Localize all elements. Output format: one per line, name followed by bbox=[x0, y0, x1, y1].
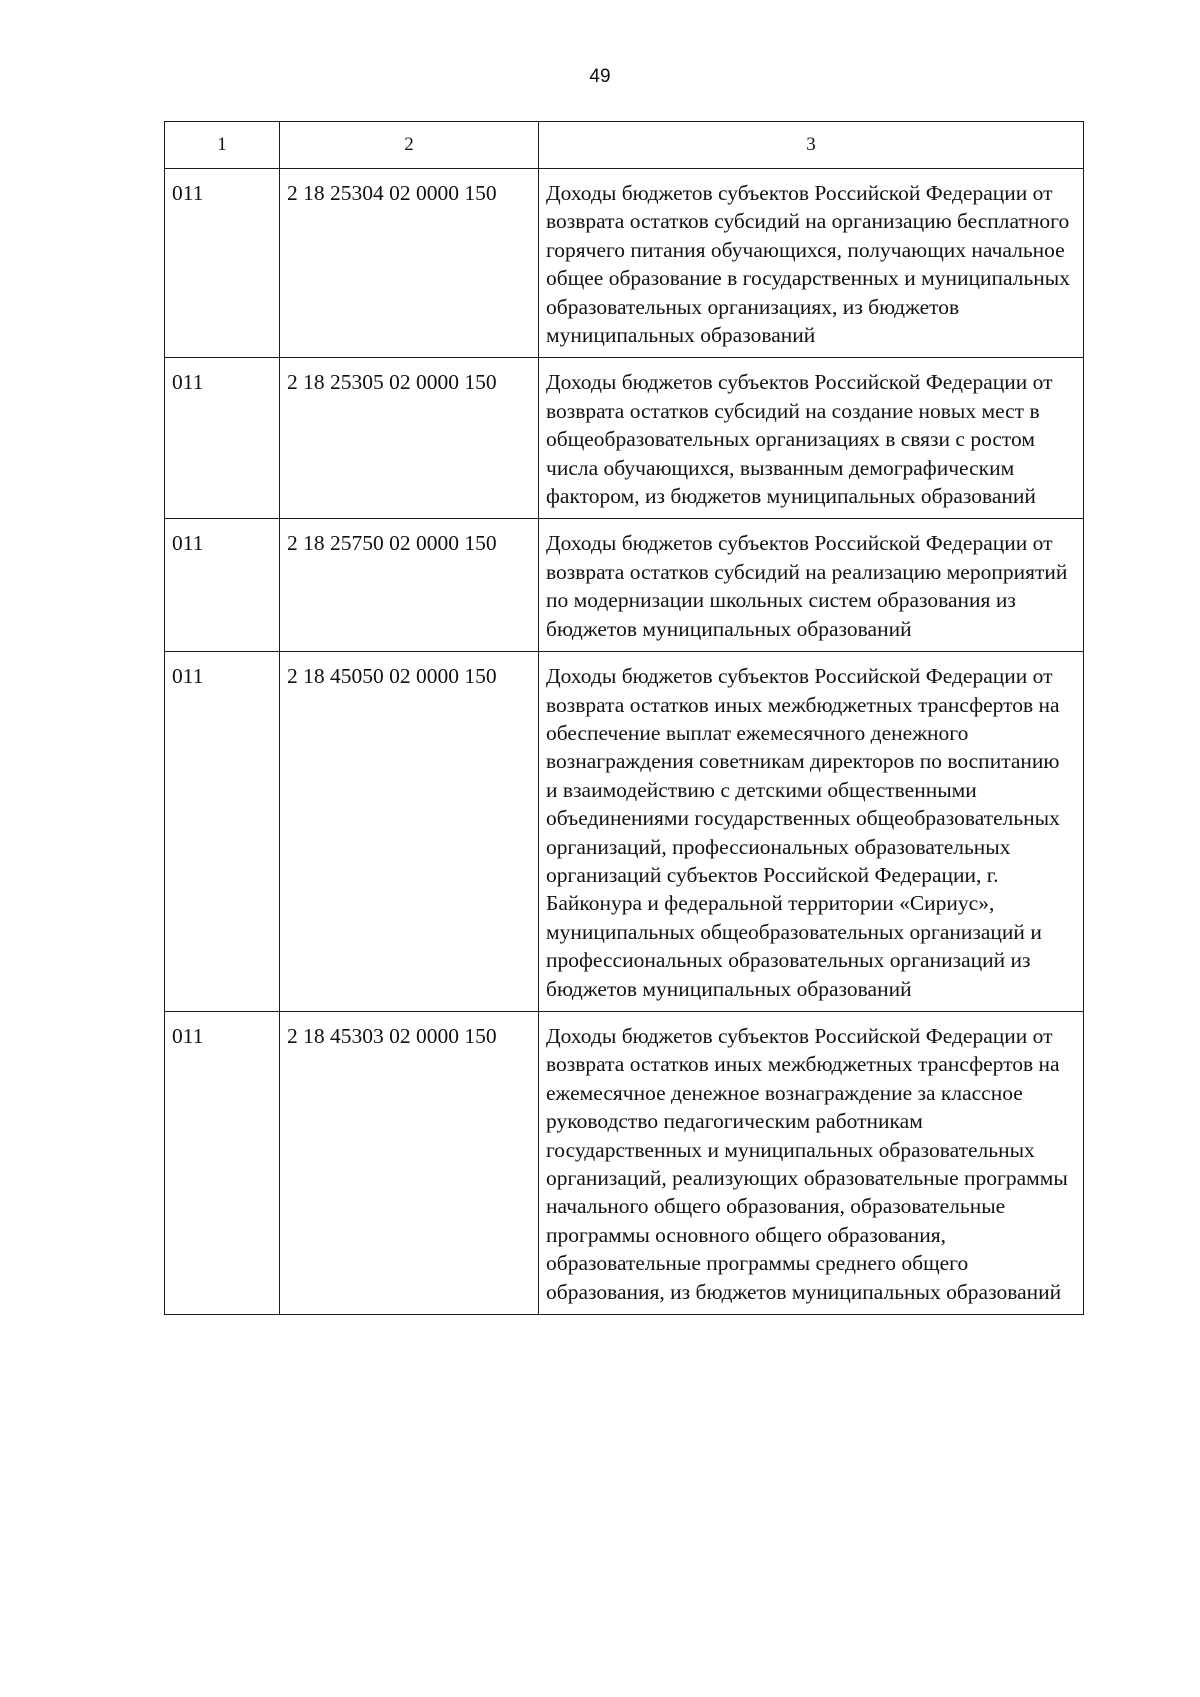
kbk-code-cell: 2 18 45050 02 0000 150 bbox=[280, 652, 539, 1012]
admin-code-cell: 011 bbox=[165, 358, 280, 519]
admin-code-cell: 011 bbox=[165, 169, 280, 358]
budget-classification-table bbox=[164, 121, 1084, 1315]
description-cell: Доходы бюджетов субъектов Российской Федерации от возврата остатков субсидий на создание новых мест в общеобразовательных организациях в связи с ростом числа обучающихся, вызванным демографическим фактором, из бюджетов муниципальных образований bbox=[539, 358, 1084, 519]
admin-code-cell: 011 bbox=[165, 1011, 280, 1314]
description-cell: Доходы бюджетов субъектов Российской Федерации от возврата остатков субсидий на организацию бесплатного горячего питания обучающихся, получающих начальное общее образование в государственных и муниципальных образовательных организациях, из бюджетов муниципальных образований bbox=[539, 169, 1084, 358]
description-cell: Доходы бюджетов субъектов Российской Федерации от возврата остатков иных межбюджетных трансфертов на обеспечение выплат ежемесячного денежного вознаграждения советникам директоров по воспитанию и взаимодействию с детскими общественными объединениями государственных общеобразовательных организаций, профессиональных образовательных организаций субъектов Российской Федерации, г. Байконура и федеральной территории «Сириус», муниципальных общеобразовательных организаций и профессиональных образовательных организаций из бюджетов муниципальных образований bbox=[539, 652, 1084, 1012]
table-row bbox=[165, 358, 1084, 519]
kbk-code-cell: 2 18 25304 02 0000 150 bbox=[280, 169, 539, 358]
kbk-code-cell: 2 18 25305 02 0000 150 bbox=[280, 358, 539, 519]
table-header-row bbox=[165, 122, 1084, 169]
kbk-code-cell: 2 18 25750 02 0000 150 bbox=[280, 519, 539, 652]
column-header-1: 1 bbox=[165, 122, 280, 169]
kbk-code-cell: 2 18 45303 02 0000 150 bbox=[280, 1011, 539, 1314]
table-row bbox=[165, 652, 1084, 1012]
table-row bbox=[165, 1011, 1084, 1314]
table-row bbox=[165, 519, 1084, 652]
column-header-2: 2 bbox=[280, 122, 539, 169]
page-number: 49 bbox=[589, 66, 611, 87]
column-header-3: 3 bbox=[539, 122, 1084, 169]
admin-code-cell: 011 bbox=[165, 519, 280, 652]
admin-code-cell: 011 bbox=[165, 652, 280, 1012]
description-cell: Доходы бюджетов субъектов Российской Федерации от возврата остатков субсидий на реализацию мероприятий по модернизации школьных систем образования из бюджетов муниципальных образований bbox=[539, 519, 1084, 652]
table-row bbox=[165, 169, 1084, 358]
description-cell: Доходы бюджетов субъектов Российской Федерации от возврата остатков иных межбюджетных трансфертов на ежемесячное денежное вознаграждение за классное руководство педагогическим работникам государственных и муниципальных образовательных организаций, реализующих образовательные программы начального общего образования, образовательные программы основного общего образования, образовательные программы среднего общего образования, из бюджетов муниципальных образований bbox=[539, 1011, 1084, 1314]
